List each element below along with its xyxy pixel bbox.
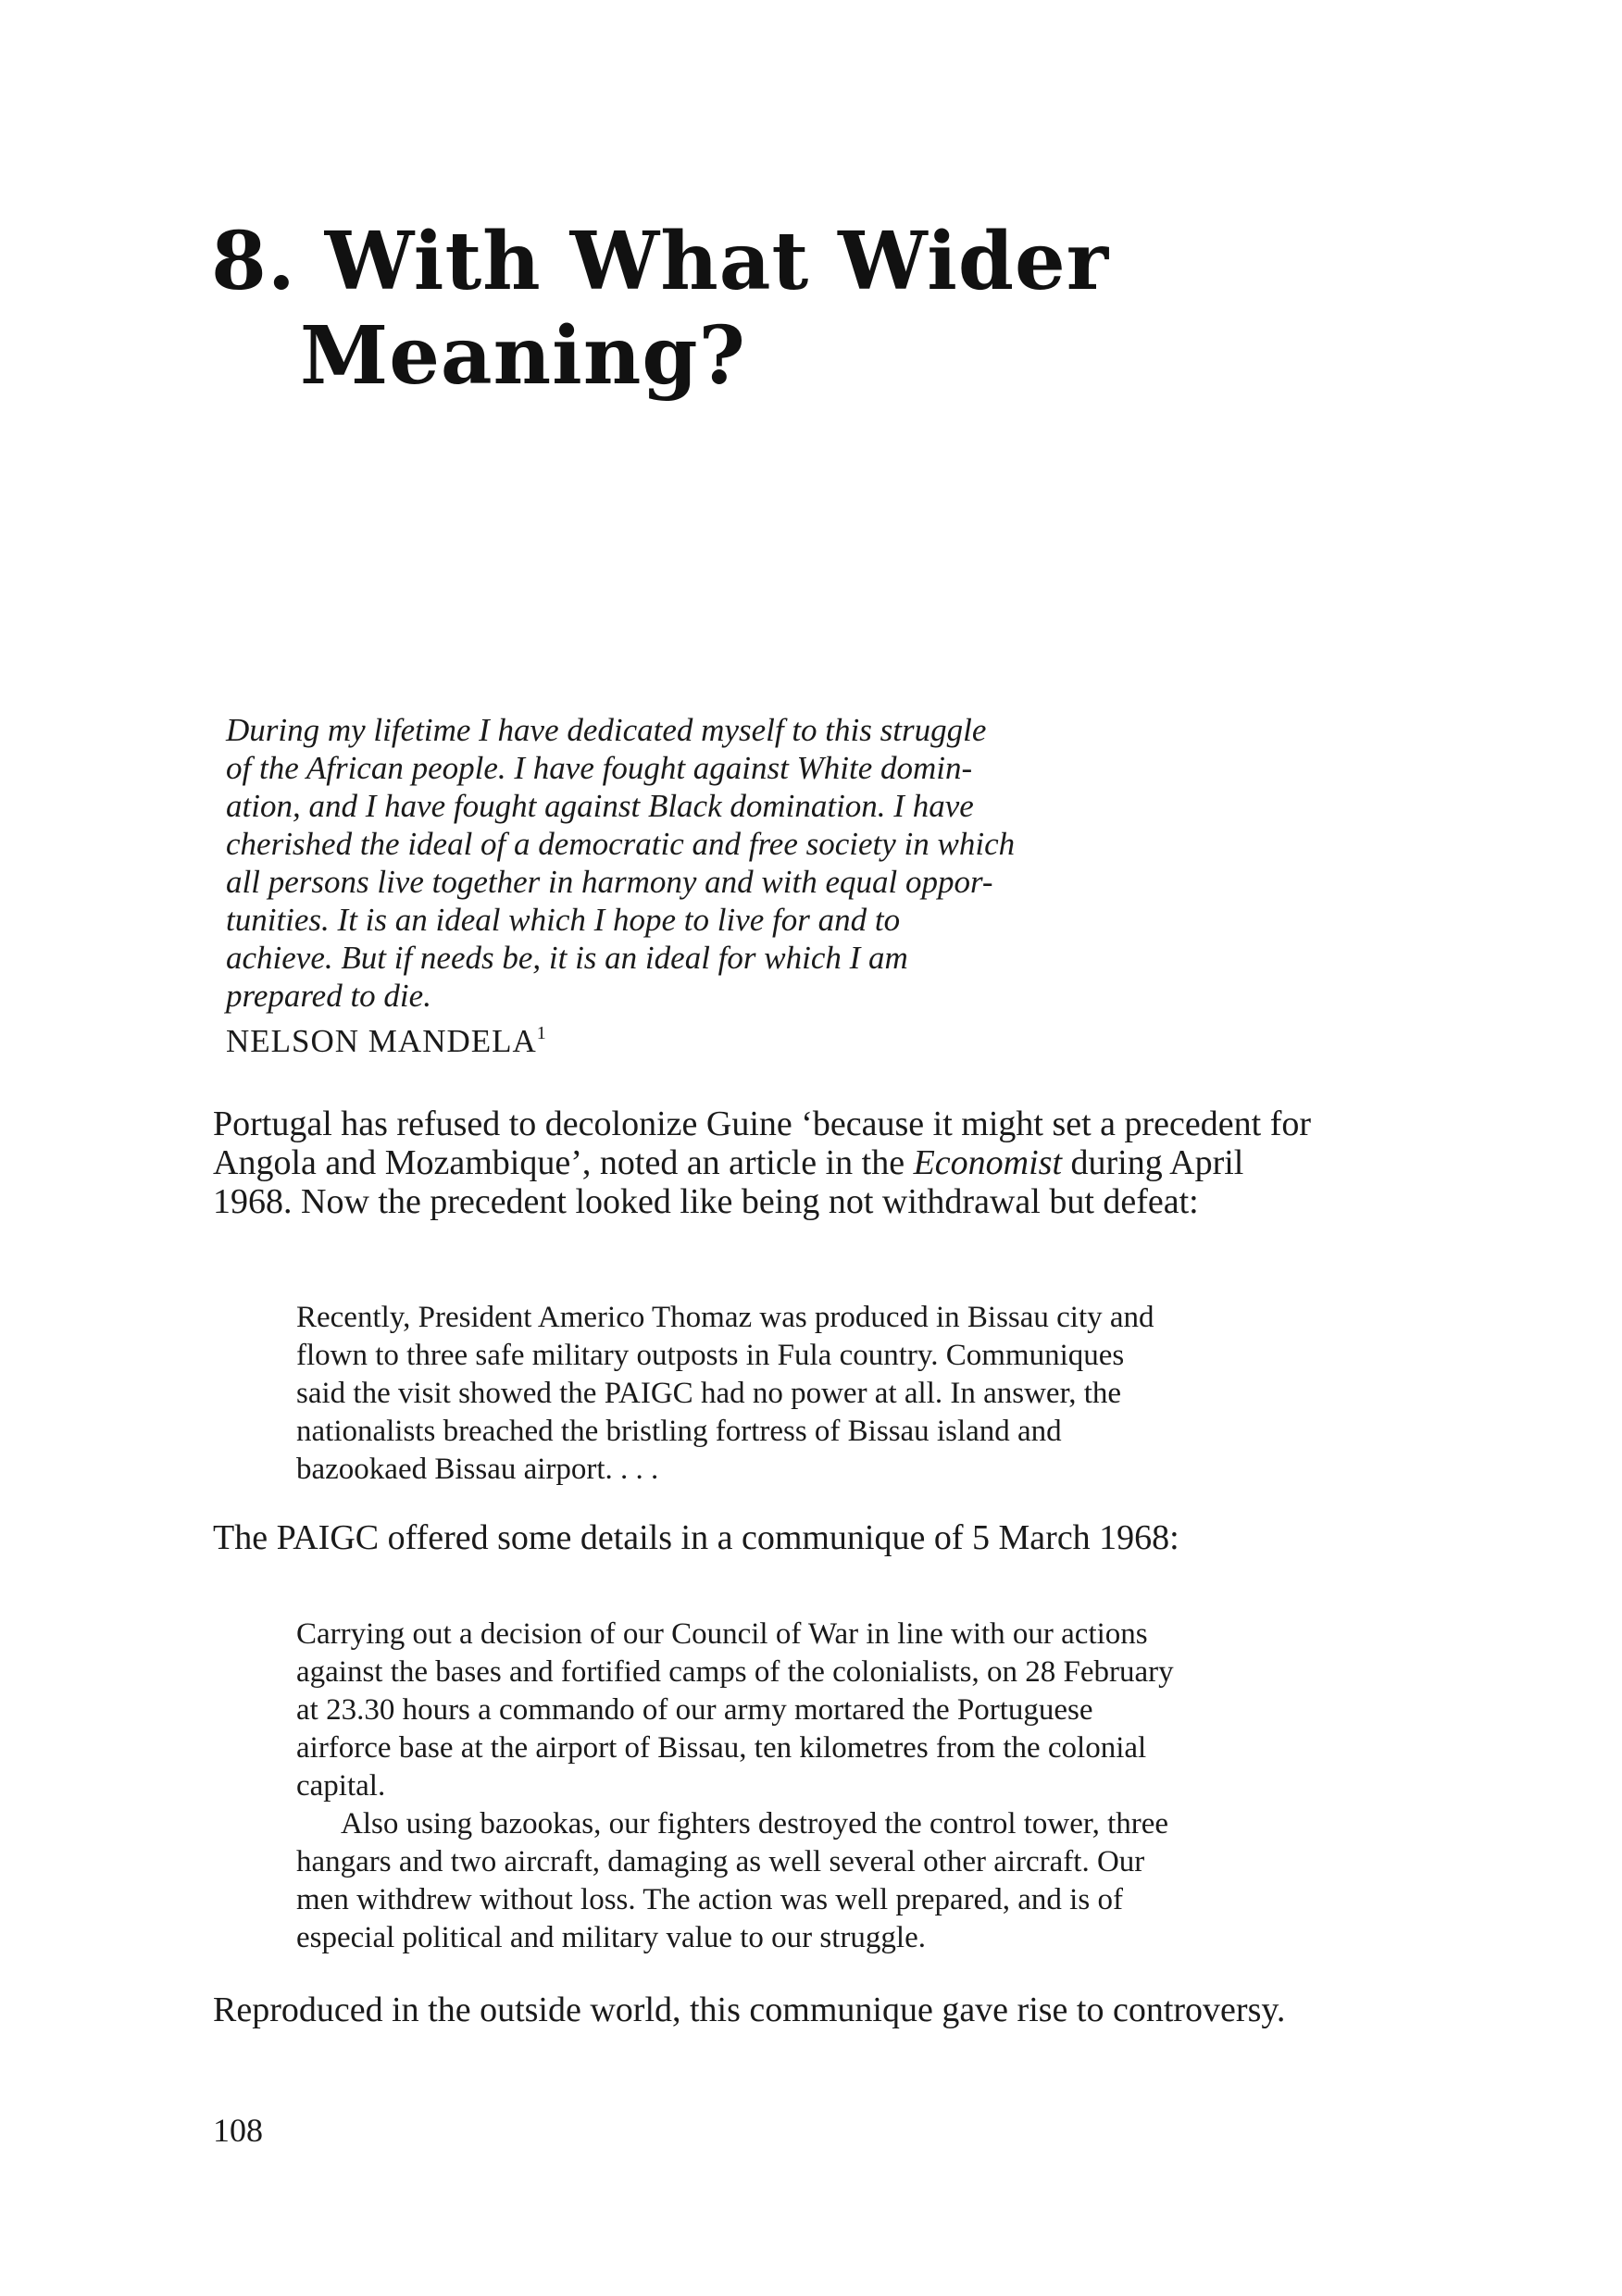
quote-line: men withdrew without loss. The action was well prepared, and is of xyxy=(296,1883,1123,1916)
paragraph-line: Portugal has refused to decolonize Guine ‘because it might set a precedent for xyxy=(213,1104,1312,1143)
attribution-name: NELSON MANDELA xyxy=(226,1023,537,1059)
footnote-marker: 1 xyxy=(536,1023,547,1043)
paragraph-text: Angola and Mozambique’, noted an article in the xyxy=(213,1143,914,1182)
body-paragraph-2 xyxy=(213,1518,1179,1557)
block-quote-1 xyxy=(296,1299,1154,1489)
quote-line: said the visit showed the PAIGC had no power at all. In answer, the xyxy=(296,1377,1122,1410)
epigraph-line: During my lifetime I have dedicated myself to this struggle xyxy=(226,712,987,748)
epigraph xyxy=(226,711,1115,1060)
quote-line: against the bases and fortified camps of the colonialists, on 28 February xyxy=(296,1655,1174,1689)
chapter-title xyxy=(211,215,1229,404)
paragraph-line: Reproduced in the outside world, this communique gave rise to controversy. xyxy=(213,1990,1286,2029)
quote-line: Recently, President Americo Thomaz was produced in Bissau city and xyxy=(296,1301,1154,1334)
quote-line: especial political and military value to our struggle. xyxy=(296,1921,926,1954)
publication-title: Economist xyxy=(913,1143,1063,1182)
epigraph-line: ation, and I have fought against Black domination. I have xyxy=(226,788,974,824)
epigraph-line: all persons live together in harmony and with equal oppor- xyxy=(226,864,993,900)
quote-line: hangars and two aircraft, damaging as well several other aircraft. Our xyxy=(296,1845,1145,1878)
epigraph-line: prepared to die. xyxy=(226,978,431,1014)
paragraph-line xyxy=(213,1143,1311,1182)
body-paragraph-1 xyxy=(213,1104,1311,1221)
paragraph-line: The PAIGC offered some details in a communique of 5 March 1968: xyxy=(213,1518,1179,1557)
quote-line: Also using bazookas, our fighters destroyed the control tower, three xyxy=(341,1807,1169,1841)
paragraph-text: during April xyxy=(1062,1143,1244,1182)
quote-line: flown to three safe military outposts in Fula country. Communiques xyxy=(296,1339,1125,1372)
block-quote-2 xyxy=(296,1616,1174,1957)
page-number: 108 xyxy=(213,2112,263,2149)
quote-line: bazookaed Bissau airport. . . . xyxy=(296,1453,659,1486)
body-paragraph-3 xyxy=(213,1990,1285,2029)
epigraph-line: tunities. It is an ideal which I hope to live for and to xyxy=(226,902,901,938)
chapter-title-line-2: Meaning? xyxy=(300,309,746,403)
quote-line: capital. xyxy=(296,1769,386,1803)
paragraph-line: 1968. Now the precedent looked like being not withdrawal but defeat: xyxy=(213,1182,1199,1221)
epigraph-line: achieve. But if needs be, it is an ideal for which I am xyxy=(226,940,908,976)
quote-line: nationalists breached the bristling fortress of Bissau island and xyxy=(296,1415,1062,1448)
quote-line: airforce base at the airport of Bissau, ten kilometres from the colonial xyxy=(296,1731,1147,1765)
quote-line: Carrying out a decision of our Council of War in line with our actions xyxy=(296,1617,1148,1651)
epigraph-line: cherished the ideal of a democratic and free society in which xyxy=(226,826,1016,862)
quote-line: at 23.30 hours a commando of our army mortared the Portuguese xyxy=(296,1693,1093,1727)
epigraph-attribution xyxy=(226,1015,1115,1060)
chapter-title-line-1: 8. With What Wider xyxy=(211,215,1110,308)
epigraph-line: of the African people. I have fought against White domin- xyxy=(226,750,973,786)
